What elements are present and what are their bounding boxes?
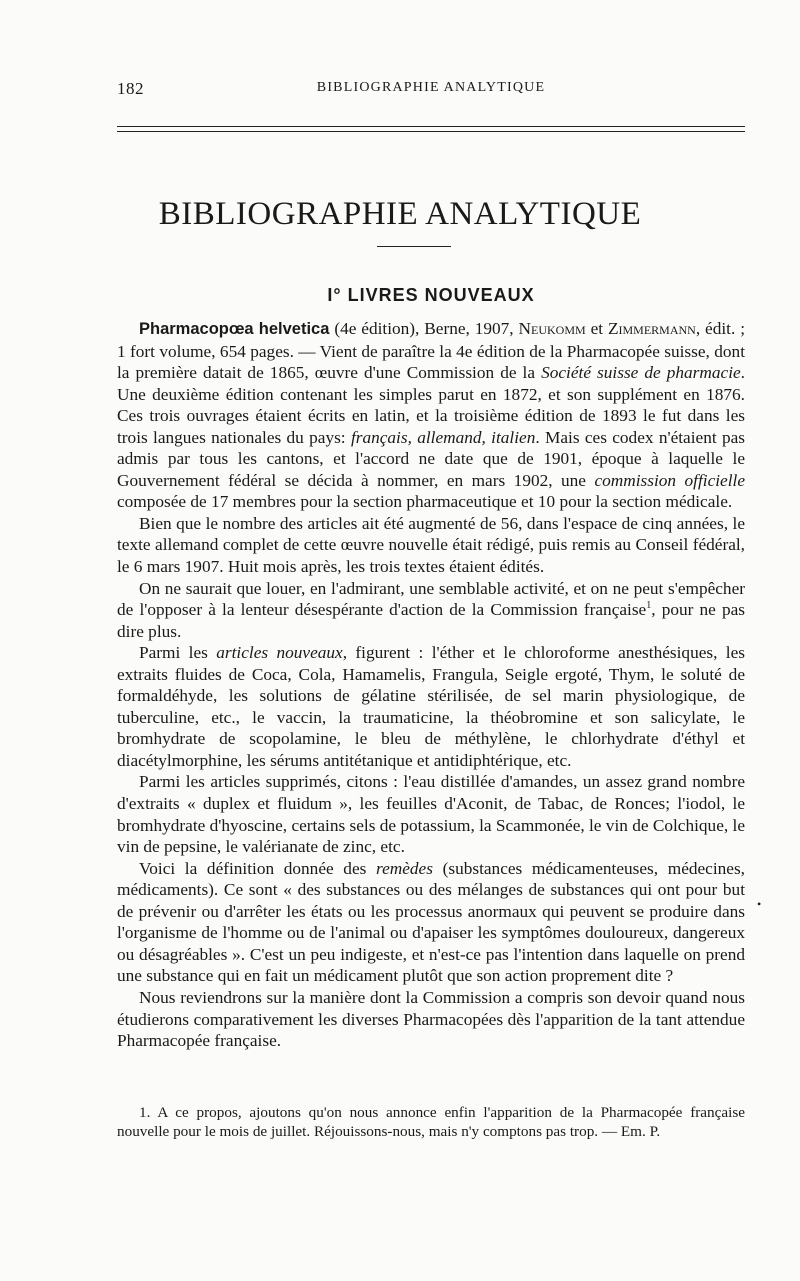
running-header [117, 79, 745, 101]
paragraph [117, 858, 745, 987]
section-title: I° LIVRES NOUVEAUX [327, 285, 535, 305]
running-title: BIBLIOGRAPHIE ANALYTIQUE [316, 80, 546, 95]
commission-name: commission officielle [594, 470, 745, 490]
paragraph [117, 642, 745, 771]
paragraph [117, 578, 745, 643]
paragraph-text: On ne saurait que louer, en l'admirant, une semblable activité, et on ne peut s'empêcher de l'opposer à la lenteur désespérante d'action de la Commission française [117, 578, 745, 620]
emphasis-text: articles nouveaux [216, 643, 343, 663]
author-name: Neukomm [518, 319, 586, 338]
paragraph-entry [117, 318, 745, 513]
margin-mark: • [757, 897, 762, 911]
entry-text: . Une deuxième édition contenant les simples parut en 1872, et son supplément en 1876. Ces trois ouvrages étaient écrits en latin, et la troisième édition de 1893 le fut dans les trois langues nationales du pays: [117, 363, 745, 447]
entry-text: (4e édition), Berne, 1907, [334, 319, 519, 338]
paragraph: Parmi les articles supprimés, citons : l'eau distillée d'amandes, un assez grand nombre d'extraits « duplex et fluidum », les feuilles d'Aconit, de Tabac, de Ronces; l'iodol, le bromhydrate d'hyoscine, certains sels de potassium, la Scammonée, le vin de Colchique, le vin de pepsine, le valérianate de zinc, etc. [117, 772, 745, 857]
page-title: BIBLIOGRAPHIE ANALYTIQUE [158, 196, 642, 232]
society-name: Société suisse de pharmacie [541, 363, 741, 383]
page-number: 182 [117, 79, 144, 98]
header-rule-top [117, 126, 745, 127]
footnote-ref: 1 [646, 600, 652, 612]
languages-list: français, allemand, italien [350, 427, 536, 447]
entry-text: composée de 17 membres pour la section pharmaceutique et 10 pour la section médicale. [117, 492, 733, 512]
paragraph-text: , figurent : l'éther et le chloroforme anesthésiques, les extraits fluides de Coca, Cola, Hamamelis, Frangula, Seigle ergoté, Thym, le soluté de formaldéhyde, les solutions de gélatine stérilisée, de sel marin physiologique, de tuberculine, etc., le vaccin, la traumaticine, la théobromine et son salicylate, le bromhydrate de scopolamine, le bleu de méthylène, le chlorhydrate d'éthyl et diacétylmorphine, les sérums antitétanique et antidiphtérique, etc. [117, 643, 746, 770]
title-divider [377, 246, 451, 247]
footnote: 1. A ce propos, ajoutons qu'on nous annonce enfin l'apparition de la Pharmacopée française nouvelle pour le mois de juillet. Réjouissons-nous, mais n'y comptons pas trop. — Em. P. [117, 1104, 745, 1140]
entry-text: , édit. ; 1 fort volume, 654 pages. — Vient de paraître la 4e édition de la Pharmacopée suisse, dont la première datait de 1865, œuvre d'une Commission de la [117, 319, 745, 383]
paragraph: Bien que le nombre des articles ait été augmenté de 56, dans l'espace de cinq années, le texte allemand complet de cette œuvre nouvelle était rédigé, puis remis au Conseil fédéral, le 6 mars 1907. Huit mois après, les trois textes étaient édités. [117, 513, 745, 577]
emphasis-text: remèdes [376, 858, 433, 878]
paragraph-text: Voici la définition donnée des [139, 858, 376, 878]
paragraph-text: , pour ne pas dire plus. [117, 600, 745, 641]
article-body [117, 318, 745, 1052]
paragraph-text: (substances médicamenteuses, médecines, médicaments). Ce sont « des substances ou des mélanges de substances qui ont pour but de prévenir ou d'arrêter les états ou les processus anormaux qui peuvent se produire dans l'organisme de l'homme ou de l'animal ou d'apaiser les symptômes douloureux, dangereux ou désagréables ». C'est un peu indigeste, et n'est-ce pas l'intention dans laquelle on prend une substance qui en fait un médicament plutôt que son action proprement dite ? [117, 858, 746, 986]
entry-text: . Mais ces codex n'étaient pas admis par tous les cantons, et l'accord ne date que de 1901, époque à laquelle le Gouvernement fédéral se décida à nommer, en mars 1902, une [117, 427, 745, 490]
paragraph-text: Parmi les [139, 643, 217, 663]
header-rule-bottom [117, 131, 745, 132]
entry-text: et [585, 319, 608, 338]
paragraph: Nous reviendrons sur la manière dont la Commission a compris son devoir quand nous étudierons comparativement les diverses Pharmacopées dès l'apparition de la tant attendue Pharmacopée française. [117, 987, 745, 1051]
author-name: Zimmermann [607, 319, 696, 338]
book-title: Pharmacopœa helvetica [139, 320, 330, 338]
